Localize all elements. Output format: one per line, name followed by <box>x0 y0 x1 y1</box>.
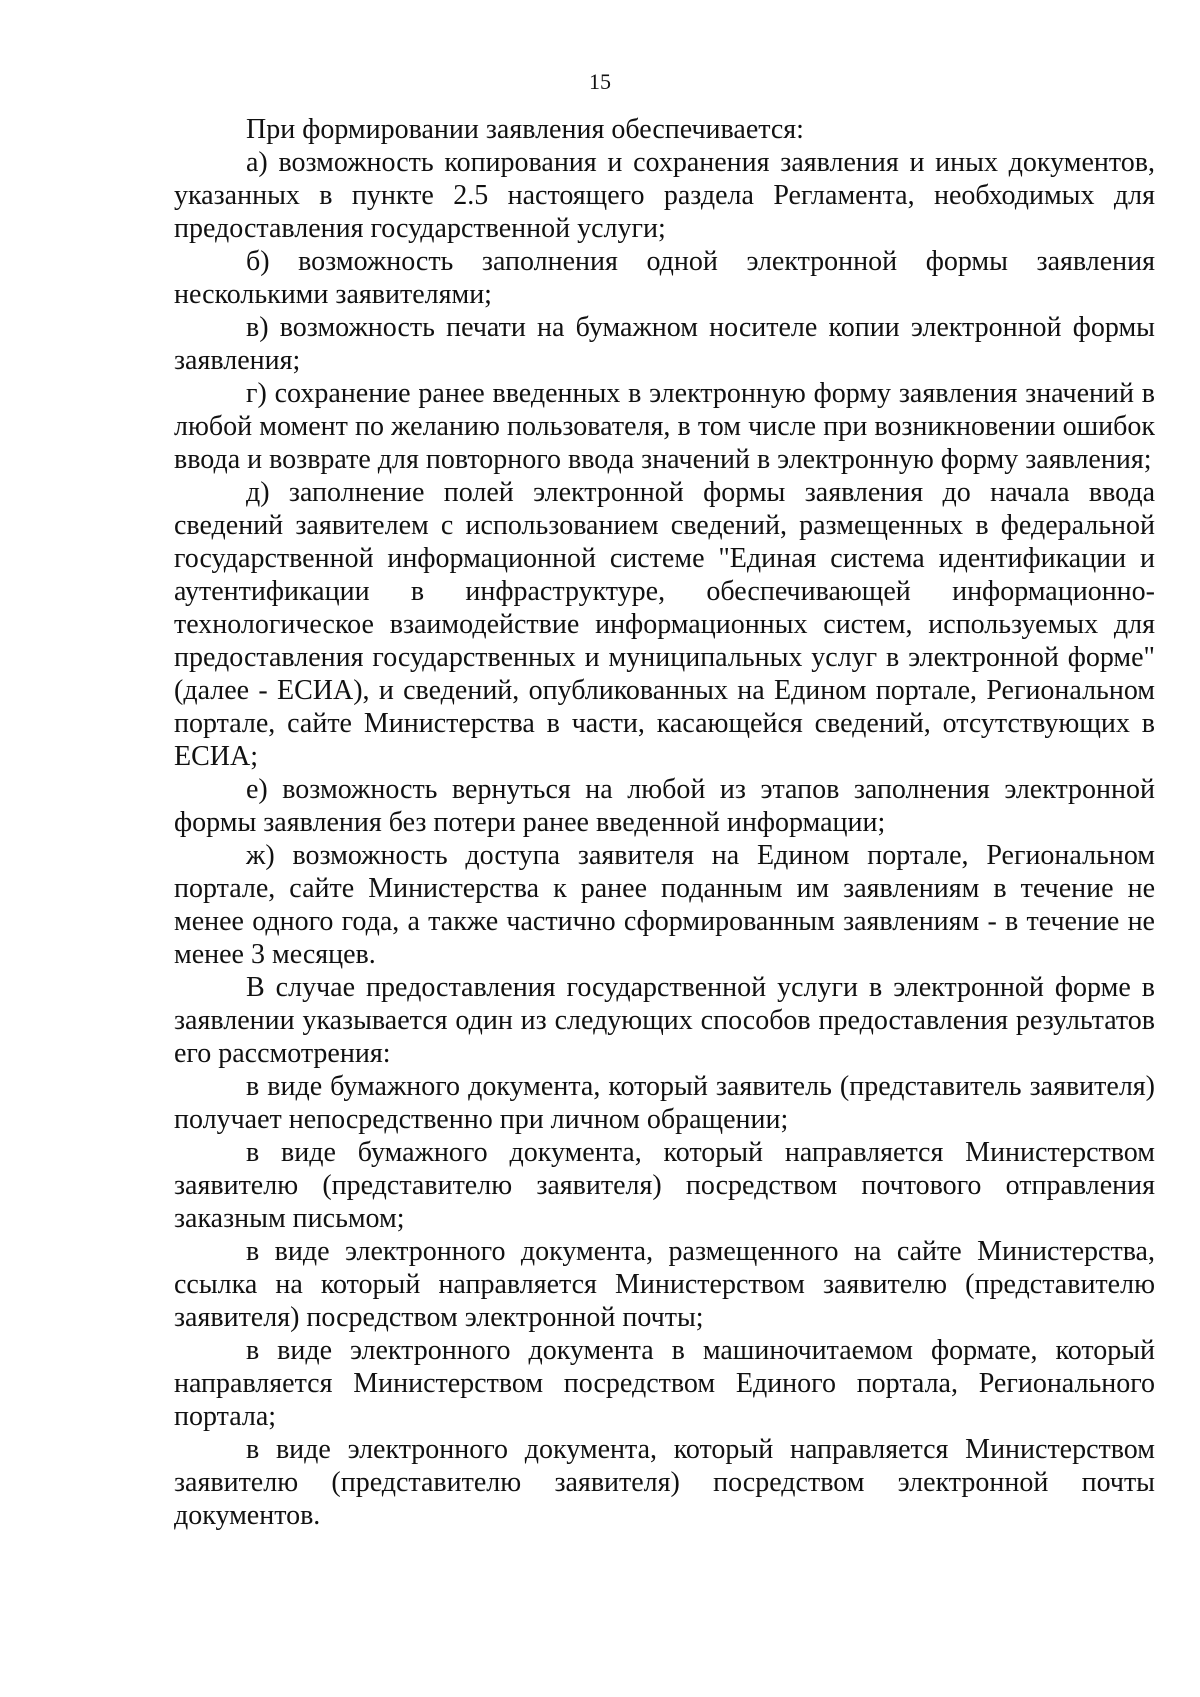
paragraph-item-v: в) возможность печати на бумажном носителе копии электронной формы заявления; <box>174 312 1155 376</box>
paragraph-item-b: б) возможность заполнения одной электронной формы заявления несколькими заявителями; <box>174 246 1155 310</box>
paragraph-item-g: г) сохранение ранее введенных в электронную форму заявления значений в любой момент по желанию пользователя, в том числе при возникновении ошибок ввода и возврате для повторного ввода значений в электронную форму заявления; <box>174 378 1155 475</box>
paragraph-item-e: е) возможность вернуться на любой из этапов заполнения электронной формы заявления без потери ранее введенной информации; <box>174 774 1155 838</box>
page-number: 15 <box>589 69 611 94</box>
paragraph-item-d: д) заполнение полей электронной формы заявления до начала ввода сведений заявителем с использованием сведений, размещенных в федеральной государственной информационной системе "Единая система идентификации и аутентификации в инфраструктуре, обеспечивающей информационно-технологическое взаимодействие информационных систем, используемых для предоставления государственных и муниципальных услуг в электронной форме" (далее - ЕСИА), и сведений, опубликованных на Едином портале, Региональном портале, сайте Министерства в части, касающейся сведений, отсутствующих в ЕСИА; <box>174 477 1155 772</box>
paragraph-method-electronic-site-link: в виде электронного документа, размещенного на сайте Министерства, ссылка на который направляется Министерством заявителю (представителю заявителя) посредством электронной почты; <box>174 1236 1155 1333</box>
document-body <box>174 113 1155 1532</box>
paragraph-method-electronic-email: в виде электронного документа, который направляется Министерством заявителю (представителю заявителя) посредством электронной почты документов. <box>174 1434 1155 1531</box>
paragraph-item-a: а) возможность копирования и сохранения заявления и иных документов, указанных в пункте 2.5 настоящего раздела Регламента, необходимых для предоставления государственной услуги; <box>174 147 1155 244</box>
paragraph-item-zh: ж) возможность доступа заявителя на Едином портале, Региональном портале, сайте Министерства к ранее поданным им заявлениям в течение не менее одного года, а также частично сформированным заявлениям - в течение не менее 3 месяцев. <box>174 840 1155 970</box>
paragraph-result-methods: В случае предоставления государственной услуги в электронной форме в заявлении указывается один из следующих способов предоставления результатов его рассмотрения: <box>174 972 1155 1069</box>
paragraph-intro: При формировании заявления обеспечивается: <box>246 114 804 145</box>
paragraph-method-machine-readable: в виде электронного документа в машиночитаемом формате, который направляется Министерством посредством Единого портала, Регионального портала; <box>174 1335 1155 1432</box>
paragraph-method-paper-mail: в виде бумажного документа, который направляется Министерством заявителю (представителю заявителя) посредством почтового отправления заказным письмом; <box>174 1137 1155 1234</box>
paragraph-method-paper-personal: в виде бумажного документа, который заявитель (представитель заявителя) получает непосредственно при личном обращении; <box>174 1071 1155 1135</box>
